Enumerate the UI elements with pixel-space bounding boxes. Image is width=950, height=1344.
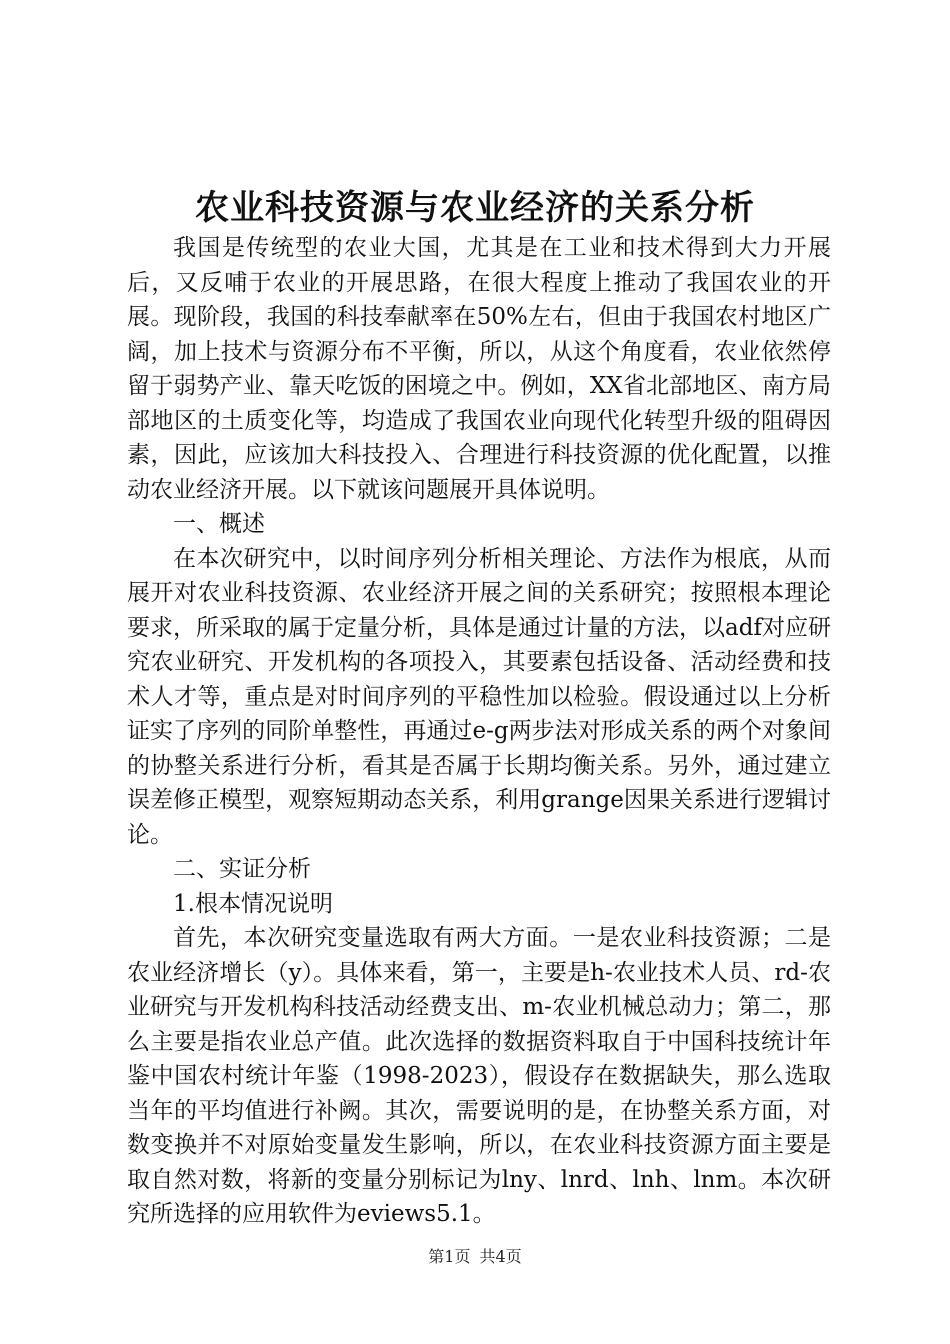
page-number: 第1页	[428, 1247, 471, 1266]
paragraph-overview: 在本次研究中，以时间序列分析相关理论、方法作为根底，从而展开对农业科技资源、农业经济开展之间的关系研究；按照根本理论要求，所采取的属于定量分析，具体是通过计量的方法，以adf对应研究农业研究、开发机构的各项投入，其要素包括设备、活动经费和技术人才等，重点是对时间序列的平稳性加以检验。假设通过以上分析证实了序列的同阶单整性，再通过e-g两步法对形成关系的两个对象间的协整关系进行分析，看其是否属于长期均衡关系。另外，通过建立误差修正模型，观察短期动态关系，利用grange因果关系进行逻辑讨论。	[127, 545, 831, 848]
paragraph-intro: 我国是传统型的农业大国，尤其是在工业和技术得到大力开展后，又反哺于农业的开展思路，在很大程度上推动了我国农业的开展。现阶段，我国的科技奉献率在50%左右，但由于我国农村地区广阔，加上技术与资源分布不平衡，所以，从这个角度看，农业依然停留于弱势产业、靠天吃饭的困境之中。例如，XX省北部地区、南方局部地区的土质变化等，均造成了我国农业向现代化转型升级的阻碍因素，因此，应该加大科技投入、合理进行科技资源的优化配置，以推动农业经济开展。以下就该问题展开具体说明。	[127, 235, 831, 503]
document-body	[127, 231, 831, 1232]
subsection-heading-basic: 1.根本情况说明	[173, 890, 333, 917]
document-title: 农业科技资源与农业经济的关系分析	[195, 188, 755, 228]
paragraph-basic: 首先，本次研究变量选取有两大方面。一是农业科技资源；二是农业经济增长（y）。具体来看，第一，主要是h-农业技术人员、rd-农业研究与开发机构科技活动经费支出、m-农业机械总动力；第二，那么主要是指农业总产值。此次选择的数据资料取自于中国科技统计年鉴中国农村统计年鉴（1998-2023），假设存在数据缺失，那么选取当年的平均值进行补阙。其次，需要说明的是，在协整关系方面，对数变换并不对原始变量发生影响，所以，在农业科技资源方面主要是取自然对数，将新的变量分别标记为lny、lnrd、lnh、lnm。本次研究所选择的应用软件为eviews5.1。	[127, 925, 831, 1227]
page-total: 共4页	[479, 1247, 522, 1266]
section-heading-empirical: 二、实证分析	[173, 856, 311, 882]
page-footer	[0, 1246, 950, 1268]
section-heading-overview: 一、概述	[173, 511, 265, 537]
